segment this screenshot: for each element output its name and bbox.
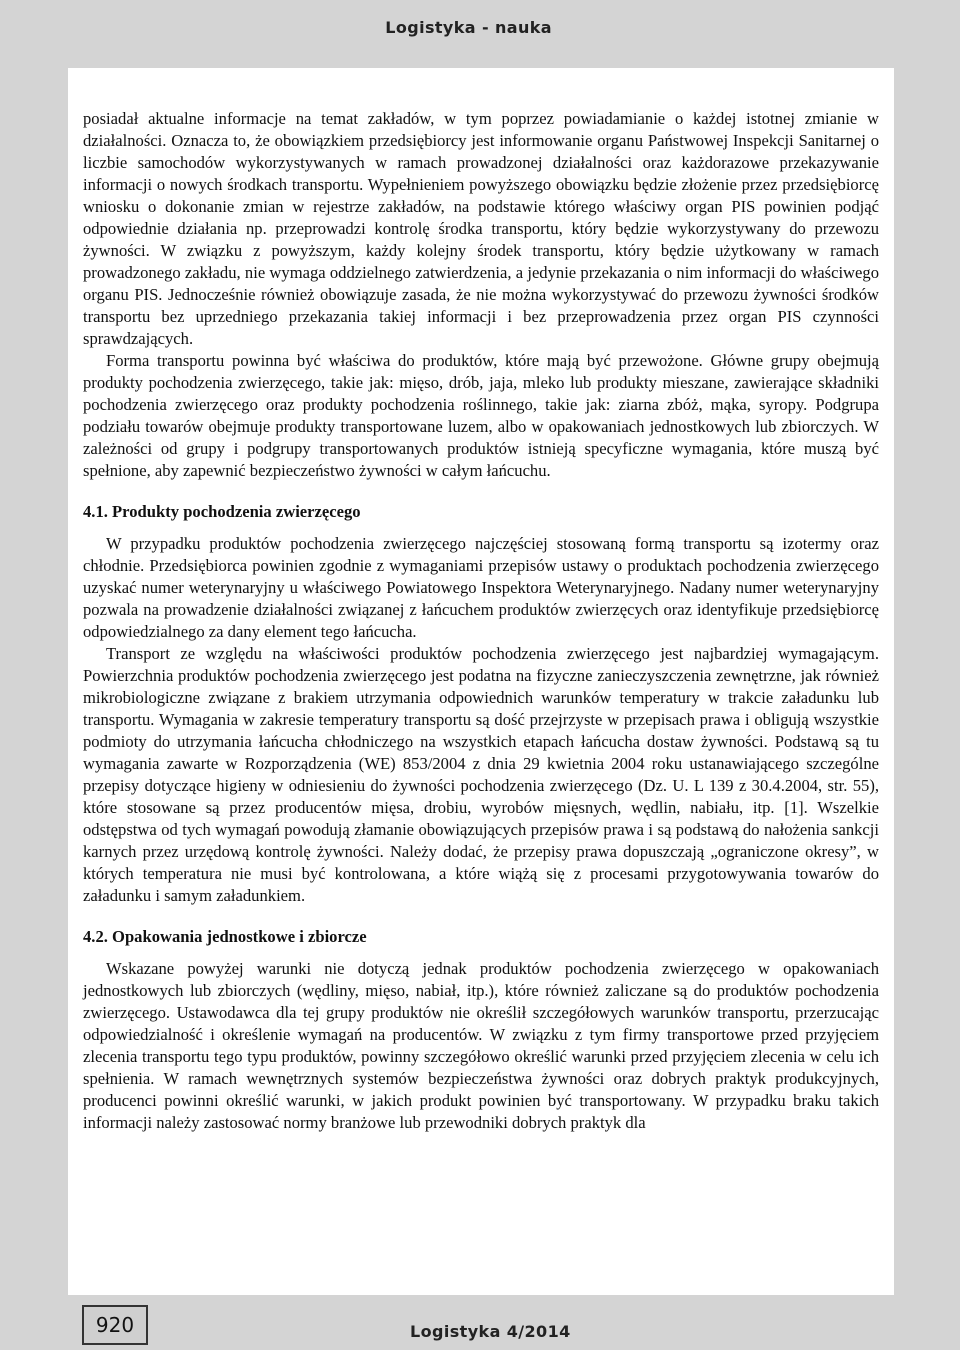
page-sheet [68,68,894,1295]
page-header [0,0,960,68]
running-title: Logistyka - nauka [385,18,552,37]
paragraph-4: Transport ze względu na właściwości produktów pochodzenia zwierzęcego jest najbardziej wymagającym. Powierzchnia produktów pochodzenia zwierzęcego jest podatna na fizyczne zanieczyszczenia zewnętrzne, jak również mikrobiologiczne związane z brakiem utrzymania odpowiednich warunków temperatury w trakcie załadunku lub transportu. Wymagania w zakresie temperatury transportu są dość przejrzyste w przepisach prawa i obligują wszystkie podmioty do utrzymania łańcucha chłodniczego na wszystkich etapach łańcucha dostaw żywności. Podstawą są tu wymagania zawarte w Rozporządzenia (WE) 853/2004 z dnia 29 kwietnia 2004 roku ustanawiającego szczególne przepisy dotyczące higieny w odniesieniu do żywności pochodzenia zwierzęcego (Dz. U. L 139 z 30.4.2004, str. 55), które stosowane są przez producentów mięsa, drobiu, wyrobów mięsnych, wędlin, nabiału, itp. [1]. Wszelkie odstępstwa od tych wymagań powodują złamanie obowiązujących przepisów prawa i są podstawą do nałożenia sankcji karnych przez urzędową kontrolę żywności. Należy dodać, że przepisy prawa dopuszczają „ograniczone okresy”, w których temperatura nie musi być kontrolowana, a które wiążą się z procesami przygotowywania towarów do załadunku i samym załadunkiem. [83,644,879,905]
article-body [83,108,879,1134]
paragraph-3: W przypadku produktów pochodzenia zwierzęcego najczęściej stosowaną formą transportu są izotermy oraz chłodnie. Przedsiębiorca powinien zgodnie z wymaganiami przepisów ustawy o produktach pochodzenia zwierzęcego uzyskać numer weterynaryjny u właściwego Powiatowego Inspektora Weterynaryjnego. Nadany numer weterynaryjny pozwala na prowadzenie działalności związanej z łańcuchem produktów zwierzęcych oraz identyfikuje przedsiębiorcę odpowiedzialnego za dany element tego łańcucha. [83,534,879,641]
paragraph-1: posiadał aktualne informacje na temat zakładów, w tym poprzez powiadamianie o każdej istotnej zmianie w działalności. Oznacza to, że obowiązkiem przedsiębiorcy jest informowanie organu Państwowej Inspekcji Sanitarnej o liczbie samochodów wykorzystywanych w ramach prowadzonej działalności oraz każdorazowe przekazywanie informacji o nowych środkach transportu. Wypełnieniem powyższego obowiązku będzie złożenie przez przedsiębiorcę wniosku o dokonanie zmian w rejestrze zakładów, na podstawie którego właściwy organ PIS powinien podjąć odpowiednie działania np. przeprowadzi kontrolę środka transportu, który będzie wykorzystywany do przewozu żywności. W związku z powyższym, każdy kolejny środek transportu, który będzie użytkowany w ramach prowadzonego zakładu, nie wymaga oddzielnego zatwierdzenia, a jedynie przekazania o nim informacji do właściwego organu PIS. Jednocześnie również obowiązuje zasada, że nie można wykorzystywać do przewozu żywności środków transportu bez uprzedniego przekazania takiej informacji i bez przeprowadzenia przez organ PIS czynności sprawdzających. [83,109,879,348]
paragraph-5: Wskazane powyżej warunki nie dotyczą jednak produktów pochodzenia zwierzęcego w opakowaniach jednostkowych lub zbiorczych (wędliny, mięso, nabiał, itp.), które również zaliczane są do produktów pochodzenia zwierzęcego. Ustawodawca dla tej grupy produktów nie określił szczegółowych warunków transportu, przerzucając odpowiedzialność i określenie wymagań na producentów. W związku z tym firmy transportowe przed przyjęciem zlecenia transportu tego typu produktów, powinny szczegółowo określić warunki przed przyjęciem zlecenia w celu ich spełnienia. W ramach wewnętrznych systemów bezpieczeństwa żywności oraz dobrych praktyk produkcyjnych, producenci powinni określić warunki, w jakich produkt powinien być transportowany. W przypadku braku takich informacji należy zastosować normy branżowe lub przewodniki dobrych praktyk dla [83,959,879,1132]
page-number: 920 [82,1305,148,1345]
section-heading-4-1: 4.1. Produkty pochodzenia zwierzęcego [83,502,361,521]
journal-issue: Logistyka 4/2014 [410,1322,571,1341]
paragraph-2: Forma transportu powinna być właściwa do produktów, które mają być przewożone. Główne grupy obejmują produkty pochodzenia zwierzęcego, takie jak: mięso, drób, jaja, mleko lub produkty mieszane, zawierające składniki pochodzenia zwierzęcego oraz produkty pochodzenia roślinnego, takie jak: ziarna zbóż, mąka, syropy. Podgrupa podziału towarów obejmuje produkty transportowane luzem, albo w opakowaniach jednostkowych lub zbiorczych. W zależności od grupy i podgrupy transportowanych produktów istnieją specyficzne wymagania, które muszą być spełnione, aby zapewnić bezpieczeństwo żywności w całym łańcuchu. [83,351,879,480]
section-heading-4-2: 4.2. Opakowania jednostkowe i zbiorcze [83,927,367,946]
